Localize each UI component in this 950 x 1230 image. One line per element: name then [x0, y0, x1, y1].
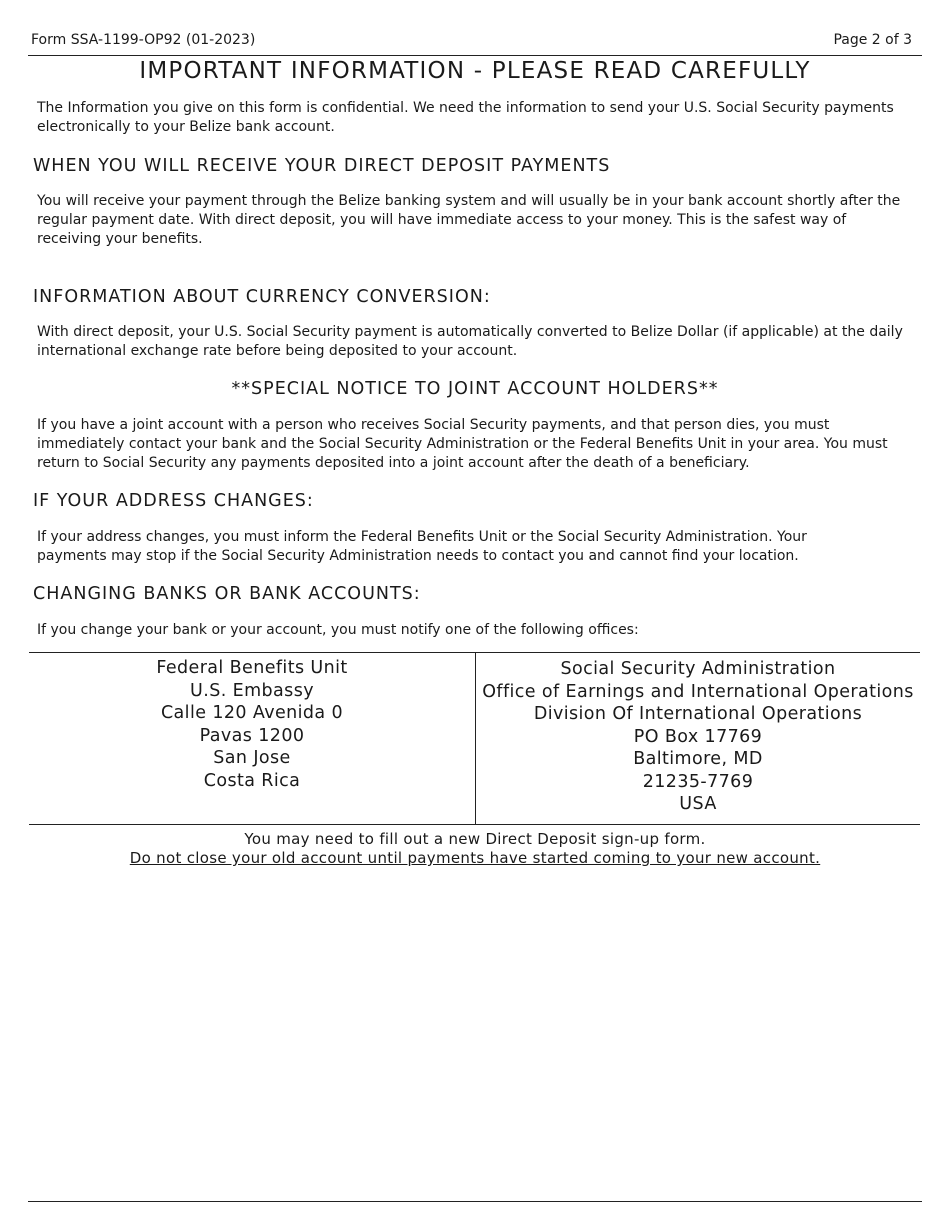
- office-right-line: 21235-7769: [642, 771, 754, 792]
- office-left-line: Pavas 1200: [199, 725, 305, 746]
- office-left-line: Calle 120 Avenida 0: [160, 703, 344, 723]
- office-right-line: USA: [679, 794, 717, 814]
- office-social-security-administration: [476, 658, 920, 816]
- office-right-line: Baltimore, MD: [633, 749, 763, 769]
- section-body-address: [37, 528, 907, 566]
- section-body-banks: If you change your bank or your account, you must notify one of the following offices:: [37, 622, 639, 638]
- office-left-line: U.S. Embassy: [190, 680, 314, 701]
- form-id: Form SSA-1199-OP92 (01-2023): [31, 32, 256, 48]
- do-not-close-account-warning: Do not close your old account until payments have started coming to your new account.: [129, 849, 821, 867]
- office-right-line: Division Of International Operations: [533, 704, 863, 724]
- office-right-line: PO Box 17769: [633, 726, 763, 747]
- office-right-line: Office of Earnings and International Operations: [482, 681, 914, 702]
- office-left-line: Federal Benefits Unit: [156, 658, 348, 678]
- section-body-receive: You will receive your payment through the Belize banking system and will usually be in your bank account shortly after the regular payment date. With direct deposit, you will have immediate access to your money. This is the safest way of receiving your benefits.: [37, 193, 901, 247]
- sign-up-form-note: You may need to fill out a new Direct Deposit sign-up form.: [244, 830, 706, 848]
- section-heading-currency: INFORMATION ABOUT CURRENCY CONVERSION:: [33, 287, 491, 307]
- office-right-line: Social Security Administration: [560, 659, 836, 679]
- header-divider: [28, 55, 922, 56]
- section-body-joint: If you have a joint account with a person who receives Social Security payments, and that person dies, you must immediately contact your bank and the Social Security Administration or the Federal Benefits Unit in your area. You must return to Social Security any payments deposited into a joint account after the death of a beneficiary.: [37, 417, 888, 471]
- address-body-line-2: payments may stop if the Social Security Administration needs to contact you and cannot find your location.: [37, 548, 799, 564]
- address-body-line-1: If your address changes, you must inform the Federal Benefits Unit or the Social Security Administration. Your: [37, 529, 807, 545]
- page-number: Page 2 of 3: [833, 32, 912, 48]
- section-heading-receive: WHEN YOU WILL RECEIVE YOUR DIRECT DEPOSIT PAYMENTS: [33, 156, 611, 176]
- section-body-currency: With direct deposit, your U.S. Social Security payment is automatically converted to Belize Dollar (if applicable) at the daily international exchange rate before being deposited to your account.: [37, 324, 903, 359]
- footer-divider: [28, 1201, 922, 1202]
- section-heading-address: IF YOUR ADDRESS CHANGES:: [33, 491, 314, 511]
- section-heading-joint: **SPECIAL NOTICE TO JOINT ACCOUNT HOLDERS**: [231, 379, 719, 399]
- page-title: IMPORTANT INFORMATION - PLEASE READ CAREFULLY: [139, 58, 811, 84]
- office-left-line: Costa Rica: [203, 770, 301, 791]
- section-heading-banks: CHANGING BANKS OR BANK ACCOUNTS:: [33, 584, 421, 604]
- office-federal-benefits-unit: [29, 657, 475, 792]
- intro-paragraph: The Information you give on this form is confidential. We need the information to send your U.S. Social Security payments electronically to your Belize bank account.: [37, 100, 894, 135]
- offices-table-bottom-border: [29, 824, 920, 825]
- office-left-line: San Jose: [213, 748, 291, 768]
